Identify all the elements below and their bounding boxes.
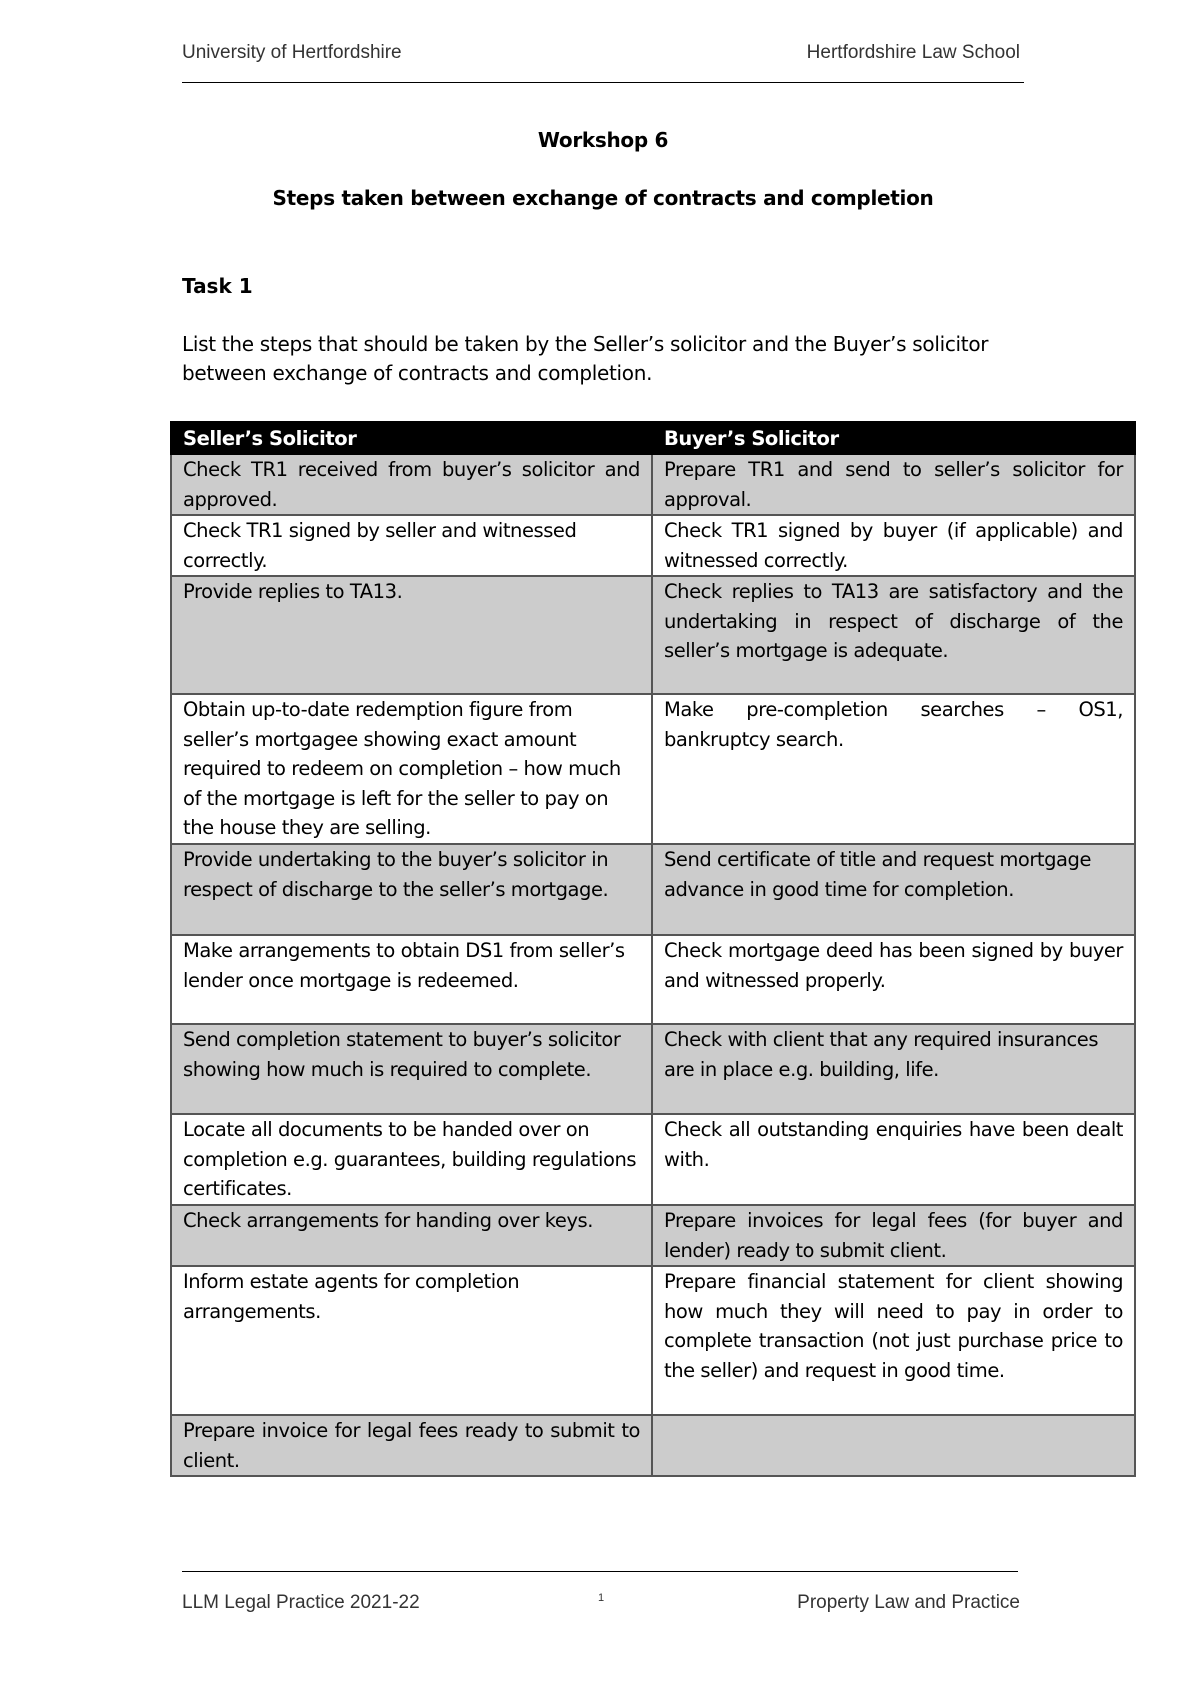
table-row — [171, 515, 1135, 576]
table-row — [171, 1024, 1135, 1114]
task-instructions: List the steps that should be taken by the Seller’s solicitor and the Buyer’s solicitor between exchange of contracts and completion. — [182, 332, 989, 385]
table-row — [171, 1415, 1135, 1476]
seller-step: Inform estate agents for completion arrangements. — [171, 1266, 652, 1415]
seller-step: Make arrangements to obtain DS1 from seller’s lender once mortgage is redeemed. — [171, 935, 652, 1024]
buyer-step: Check all outstanding enquiries have been dealt with. — [652, 1114, 1135, 1205]
column-header-seller: Seller’s Solicitor — [171, 422, 652, 454]
buyer-step — [652, 1415, 1135, 1476]
page-title: Workshop 6 — [537, 128, 669, 152]
page-footer — [182, 1571, 1018, 1612]
seller-step: Locate all documents to be handed over on completion e.g. guarantees, building regulations certificates. — [171, 1114, 652, 1205]
table-row — [171, 1266, 1135, 1415]
seller-step: Provide undertaking to the buyer’s solicitor in respect of discharge to the seller’s mortgage. — [171, 844, 652, 935]
footer-module: Property Law and Practice — [797, 1592, 1020, 1613]
seller-step: Check TR1 received from buyer’s solicitor and approved. — [171, 454, 652, 515]
buyer-step: Check TR1 signed by buyer (if applicable) and witnessed correctly. — [652, 515, 1135, 576]
seller-step: Send completion statement to buyer’s solicitor showing how much is required to complete. — [171, 1024, 652, 1114]
table-row — [171, 844, 1135, 935]
footer-course: LLM Legal Practice 2021-22 — [182, 1592, 420, 1613]
page-header — [182, 42, 1024, 83]
table-row — [171, 694, 1135, 844]
table-row — [171, 576, 1135, 694]
buyer-step: Make pre-completion searches – OS1, bankruptcy search. — [652, 694, 1135, 844]
document-body — [182, 126, 1024, 388]
buyer-step: Check replies to TA13 are satisfactory and the undertaking in respect of discharge of the seller’s mortgage is adequate. — [652, 576, 1135, 694]
header-school: Hertfordshire Law School — [806, 42, 1020, 63]
buyer-step: Prepare TR1 and send to seller’s solicitor for approval. — [652, 454, 1135, 515]
task-heading: Task 1 — [182, 274, 253, 298]
buyer-step: Check with client that any required insurances are in place e.g. building, life. — [652, 1024, 1135, 1114]
seller-step: Check TR1 signed by seller and witnessed correctly. — [171, 515, 652, 576]
seller-step: Check arrangements for handing over keys. — [171, 1205, 652, 1266]
seller-step: Prepare invoice for legal fees ready to submit to client. — [171, 1415, 652, 1476]
table-row — [171, 935, 1135, 1024]
footer-page-number: 1 — [598, 1592, 605, 1604]
table-row — [171, 1114, 1135, 1205]
table-row — [171, 454, 1135, 515]
steps-table — [170, 421, 1136, 1477]
table-header-row — [171, 422, 1135, 454]
buyer-step: Prepare invoices for legal fees (for buyer and lender) ready to submit client. — [652, 1205, 1135, 1266]
buyer-step: Prepare financial statement for client showing how much they will need to pay in order to complete transaction (not just purchase price to the seller) and request in good time. — [652, 1266, 1135, 1415]
table-row — [171, 1205, 1135, 1266]
buyer-step: Check mortgage deed has been signed by buyer and witnessed properly. — [652, 935, 1135, 1024]
page-subtitle: Steps taken between exchange of contracts and completion — [272, 186, 934, 210]
buyer-step: Send certificate of title and request mortgage advance in good time for completion. — [652, 844, 1135, 935]
seller-step: Provide replies to TA13. — [171, 576, 652, 694]
seller-step: Obtain up-to-date redemption figure from seller’s mortgagee showing exact amount required to redeem on completion – how much of the mortgage is left for the seller to pay on the house they are selling. — [171, 694, 652, 844]
header-institution: University of Hertfordshire — [182, 42, 402, 63]
column-header-buyer: Buyer’s Solicitor — [652, 422, 1135, 454]
